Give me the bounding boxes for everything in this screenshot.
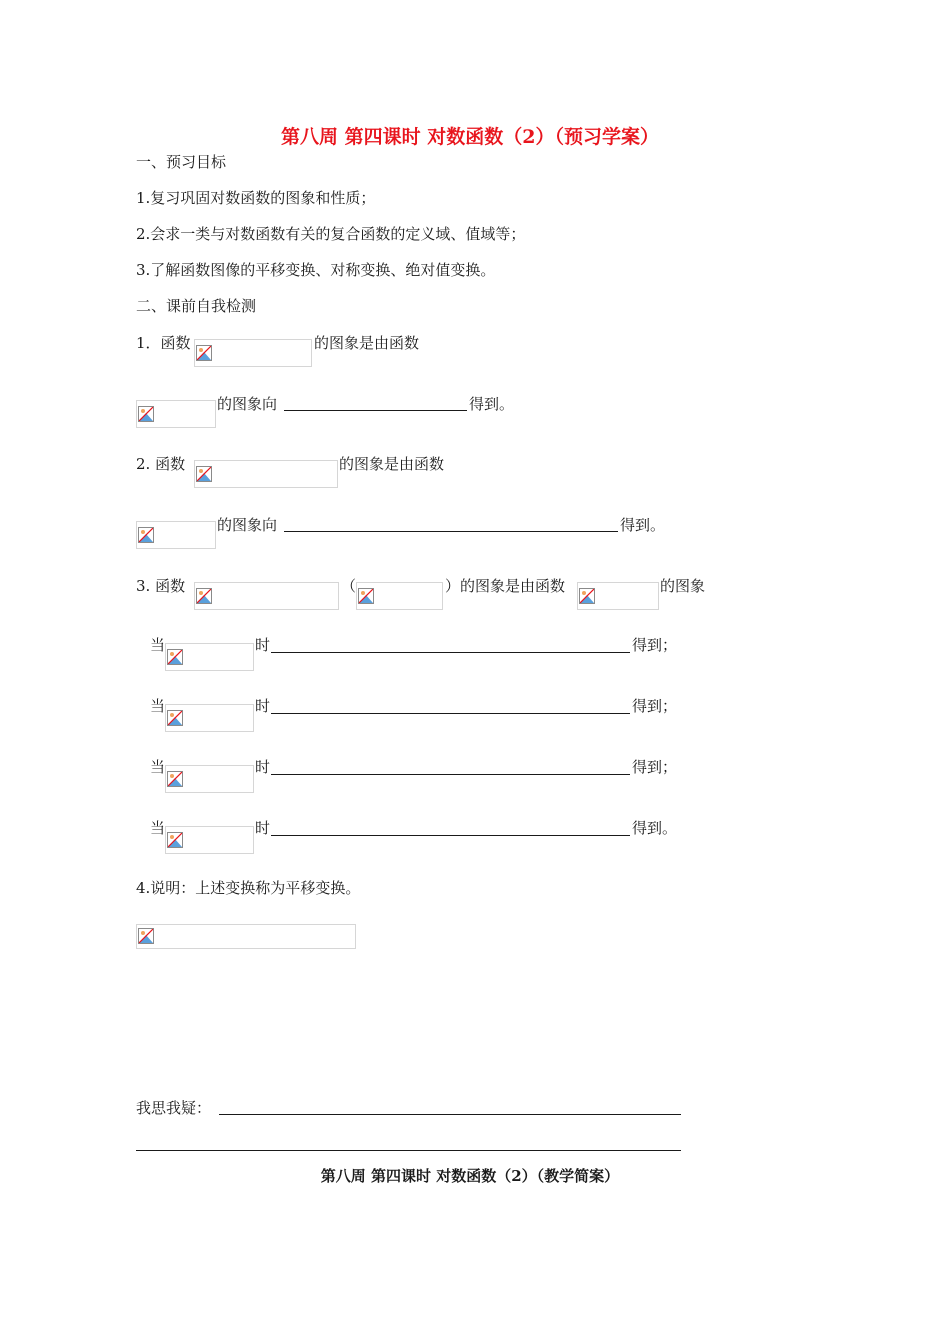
broken-image-icon bbox=[358, 588, 374, 604]
formula-image bbox=[165, 826, 254, 854]
broken-image-icon bbox=[196, 466, 212, 482]
goal-1: 1.复习巩固对数函数的图象和性质； bbox=[136, 189, 376, 207]
q1-after-text: 的图象向 bbox=[217, 395, 278, 413]
broken-image-icon bbox=[138, 527, 154, 543]
q1-number: 1．函数 bbox=[136, 334, 191, 352]
answer-blank[interactable] bbox=[271, 835, 630, 836]
doubts-line[interactable] bbox=[136, 1150, 681, 1151]
formula-image bbox=[194, 339, 312, 367]
formula-image bbox=[194, 460, 338, 488]
page-title: 第八周 第四课时 对数函数（2）（预习学案） bbox=[281, 126, 659, 148]
case-prefix: 当 bbox=[150, 819, 166, 837]
case-prefix: 当 bbox=[150, 758, 166, 776]
q2-after-text: 的图象向 bbox=[217, 516, 278, 534]
broken-image-icon bbox=[167, 832, 183, 848]
answer-blank[interactable] bbox=[271, 713, 630, 714]
q2-end-text: 得到。 bbox=[620, 516, 666, 534]
formula-image bbox=[136, 400, 216, 428]
q3-number: 3. 函数 bbox=[136, 577, 186, 595]
formula-image bbox=[194, 582, 339, 610]
case-prefix: 当 bbox=[150, 697, 166, 715]
goal-3: 3.了解函数图像的平移变换、对称变换、绝对值变换。 bbox=[136, 261, 496, 279]
formula-image bbox=[165, 704, 254, 732]
broken-image-icon bbox=[138, 928, 154, 944]
case-end: 得到。 bbox=[632, 819, 678, 837]
doubts-label: 我思我疑： bbox=[136, 1099, 212, 1117]
q1-end-text: 得到。 bbox=[469, 395, 515, 413]
q2-mid-text: 的图象是由函数 bbox=[339, 455, 445, 473]
answer-blank[interactable] bbox=[271, 652, 630, 653]
case-end: 得到； bbox=[632, 758, 678, 776]
broken-image-icon bbox=[138, 406, 154, 422]
check-heading: 二、课前自我检测 bbox=[136, 297, 257, 315]
case-mid: 时 bbox=[255, 636, 271, 654]
formula-image bbox=[136, 521, 216, 549]
broken-image-icon bbox=[167, 771, 183, 787]
case-mid: 时 bbox=[255, 819, 271, 837]
q3-paren-close-text: ）的图象是由函数 bbox=[445, 577, 566, 595]
case-mid: 时 bbox=[255, 758, 271, 776]
case-prefix: 当 bbox=[150, 636, 166, 654]
broken-image-icon bbox=[196, 345, 212, 361]
q2-number: 2. 函数 bbox=[136, 455, 186, 473]
answer-blank[interactable] bbox=[284, 410, 467, 411]
goal-2: 2.会求一类与对数函数有关的复合函数的定义域、值域等； bbox=[136, 225, 526, 243]
formula-image bbox=[136, 924, 356, 949]
broken-image-icon bbox=[167, 710, 183, 726]
doubts-line[interactable] bbox=[219, 1114, 681, 1115]
broken-image-icon bbox=[579, 588, 595, 604]
q1-mid-text: 的图象是由函数 bbox=[314, 334, 420, 352]
goals-heading: 一、预习目标 bbox=[136, 153, 227, 171]
q4-text: 4.说明：上述变换称为平移变换。 bbox=[136, 879, 361, 897]
q3-paren-open: （ bbox=[341, 577, 357, 595]
formula-image bbox=[577, 582, 659, 610]
answer-blank[interactable] bbox=[271, 774, 630, 775]
broken-image-icon bbox=[167, 649, 183, 665]
formula-image bbox=[356, 582, 443, 610]
case-end: 得到； bbox=[632, 636, 678, 654]
case-end: 得到； bbox=[632, 697, 678, 715]
q3-tail-text: 的图象 bbox=[660, 577, 706, 595]
answer-blank[interactable] bbox=[284, 531, 618, 532]
case-mid: 时 bbox=[255, 697, 271, 715]
formula-image bbox=[165, 765, 254, 793]
formula-image bbox=[165, 643, 254, 671]
next-section-title: 第八周 第四课时 对数函数（2）（教学简案） bbox=[320, 1167, 620, 1185]
broken-image-icon bbox=[196, 588, 212, 604]
